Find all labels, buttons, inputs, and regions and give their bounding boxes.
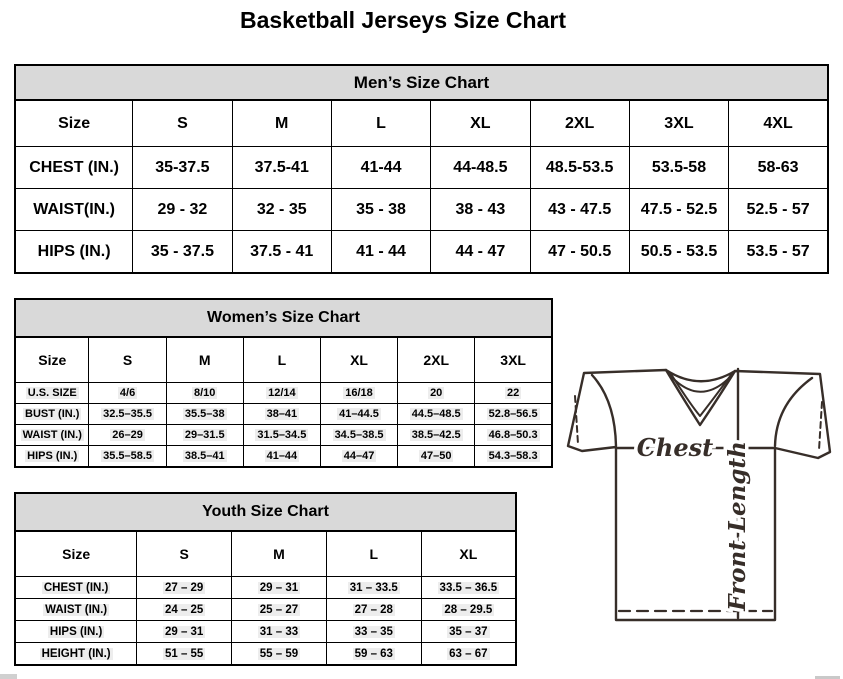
table-cell: 29 – 31	[137, 621, 232, 643]
table-cell: 38–41	[243, 404, 320, 425]
table-cell: 41-44	[331, 147, 430, 189]
table-cell: 55 – 59	[232, 643, 327, 666]
table-cell: 12/14	[243, 383, 320, 404]
table-row	[15, 404, 552, 425]
table-cell: 58-63	[729, 147, 828, 189]
table-cell: 31 – 33	[232, 621, 327, 643]
table-cell: 41–44	[243, 446, 320, 468]
table-cell: 43 - 47.5	[530, 189, 629, 231]
table-cell: 4/6	[89, 383, 166, 404]
table-cell: 35.5–58.5	[89, 446, 166, 468]
table-cell: 44 - 47	[431, 231, 530, 274]
chest-label: Chest	[636, 433, 714, 462]
row-label: HIPS (IN.)	[15, 446, 89, 468]
table-cell: 41–44.5	[320, 404, 397, 425]
womens-size-table	[14, 336, 553, 468]
table-row	[15, 147, 828, 189]
table-cell: 44-48.5	[431, 147, 530, 189]
table-cell: 52.8–56.5	[475, 404, 552, 425]
table-cell: 35-37.5	[133, 147, 232, 189]
table-cell: 50.5 - 53.5	[629, 231, 728, 274]
row-label: U.S. SIZE	[15, 383, 89, 404]
table-cell: 31 – 33.5	[326, 577, 421, 599]
table-cell: 35.5–38	[166, 404, 243, 425]
column-header: Size	[15, 531, 137, 577]
column-header: XL	[431, 100, 530, 147]
table-cell: 54.3–58.3	[475, 446, 552, 468]
column-header: M	[232, 531, 327, 577]
jersey-outline	[568, 370, 830, 620]
row-label: HIPS (IN.)	[15, 231, 133, 274]
table-cell: 37.5-41	[232, 147, 331, 189]
table-cell: 16/18	[320, 383, 397, 404]
column-header-row	[15, 531, 516, 577]
column-header: L	[243, 337, 320, 383]
table-cell: 53.5-58	[629, 147, 728, 189]
table-cell: 38.5–41	[166, 446, 243, 468]
mens-chart-title: Men’s Size Chart	[14, 64, 829, 101]
table-cell: 35 - 37.5	[133, 231, 232, 274]
table-cell: 31.5–34.5	[243, 425, 320, 446]
row-label: WAIST (IN.)	[15, 425, 89, 446]
table-cell: 29 – 31	[232, 577, 327, 599]
row-label: CHEST (IN.)	[15, 577, 137, 599]
table-cell: 52.5 - 57	[729, 189, 828, 231]
table-cell: 27 – 28	[326, 599, 421, 621]
table-row	[15, 383, 552, 404]
youth-size-chart-section	[14, 492, 517, 666]
table-row	[15, 189, 828, 231]
table-cell: 38.5–42.5	[398, 425, 475, 446]
row-label: HIPS (IN.)	[15, 621, 137, 643]
table-cell: 33.5 – 36.5	[421, 577, 516, 599]
table-cell: 26–29	[89, 425, 166, 446]
column-header: Size	[15, 337, 89, 383]
table-cell: 44.5–48.5	[398, 404, 475, 425]
jersey-measurement-diagram	[558, 358, 838, 628]
table-row	[15, 621, 516, 643]
table-row	[15, 599, 516, 621]
table-cell: 38 - 43	[431, 189, 530, 231]
youth-chart-title: Youth Size Chart	[14, 492, 517, 532]
youth-size-table	[14, 530, 517, 666]
front-length-label: Front Length	[724, 441, 751, 611]
column-header-row	[15, 337, 552, 383]
column-header: XL	[421, 531, 516, 577]
table-cell: 51 – 55	[137, 643, 232, 666]
table-row	[15, 425, 552, 446]
table-row	[15, 446, 552, 468]
table-cell: 48.5-53.5	[530, 147, 629, 189]
column-header: S	[133, 100, 232, 147]
table-cell: 47 - 50.5	[530, 231, 629, 274]
table-cell: 24 – 25	[137, 599, 232, 621]
column-header: M	[166, 337, 243, 383]
table-cell: 20	[398, 383, 475, 404]
table-cell: 22	[475, 383, 552, 404]
column-header: S	[89, 337, 166, 383]
womens-size-chart-section	[14, 298, 553, 468]
table-cell: 35 – 37	[421, 621, 516, 643]
scrollbar-fragment-left	[0, 674, 17, 679]
column-header: XL	[320, 337, 397, 383]
column-header: Size	[15, 100, 133, 147]
table-cell: 29–31.5	[166, 425, 243, 446]
column-header: L	[331, 100, 430, 147]
column-header: M	[232, 100, 331, 147]
column-header: S	[137, 531, 232, 577]
table-cell: 32 - 35	[232, 189, 331, 231]
row-label: WAIST (IN.)	[15, 599, 137, 621]
mens-size-chart-section	[14, 64, 829, 274]
column-header-row	[15, 100, 828, 147]
table-cell: 25 – 27	[232, 599, 327, 621]
table-row	[15, 577, 516, 599]
row-label: BUST (IN.)	[15, 404, 89, 425]
column-header: 2XL	[398, 337, 475, 383]
table-cell: 33 – 35	[326, 621, 421, 643]
table-cell: 46.8–50.3	[475, 425, 552, 446]
table-row	[15, 643, 516, 666]
column-header: L	[326, 531, 421, 577]
mens-size-table	[14, 99, 829, 274]
table-cell: 47–50	[398, 446, 475, 468]
table-cell: 53.5 - 57	[729, 231, 828, 274]
table-cell: 34.5–38.5	[320, 425, 397, 446]
table-cell: 35 - 38	[331, 189, 430, 231]
table-cell: 8/10	[166, 383, 243, 404]
row-label: WAIST(IN.)	[15, 189, 133, 231]
table-cell: 32.5–35.5	[89, 404, 166, 425]
table-cell: 27 – 29	[137, 577, 232, 599]
page-title: Basketball Jerseys Size Chart	[239, 7, 566, 33]
table-row	[15, 231, 828, 274]
table-cell: 29 - 32	[133, 189, 232, 231]
womens-chart-title: Women’s Size Chart	[14, 298, 553, 338]
column-header: 2XL	[530, 100, 629, 147]
column-header: 3XL	[475, 337, 552, 383]
column-header: 3XL	[629, 100, 728, 147]
table-cell: 59 – 63	[326, 643, 421, 666]
row-label: CHEST (IN.)	[15, 147, 133, 189]
table-cell: 47.5 - 52.5	[629, 189, 728, 231]
row-label: HEIGHT (IN.)	[15, 643, 137, 666]
table-cell: 37.5 - 41	[232, 231, 331, 274]
column-header: 4XL	[729, 100, 828, 147]
table-cell: 28 – 29.5	[421, 599, 516, 621]
table-cell: 41 - 44	[331, 231, 430, 274]
table-cell: 44–47	[320, 446, 397, 468]
table-cell: 63 – 67	[421, 643, 516, 666]
